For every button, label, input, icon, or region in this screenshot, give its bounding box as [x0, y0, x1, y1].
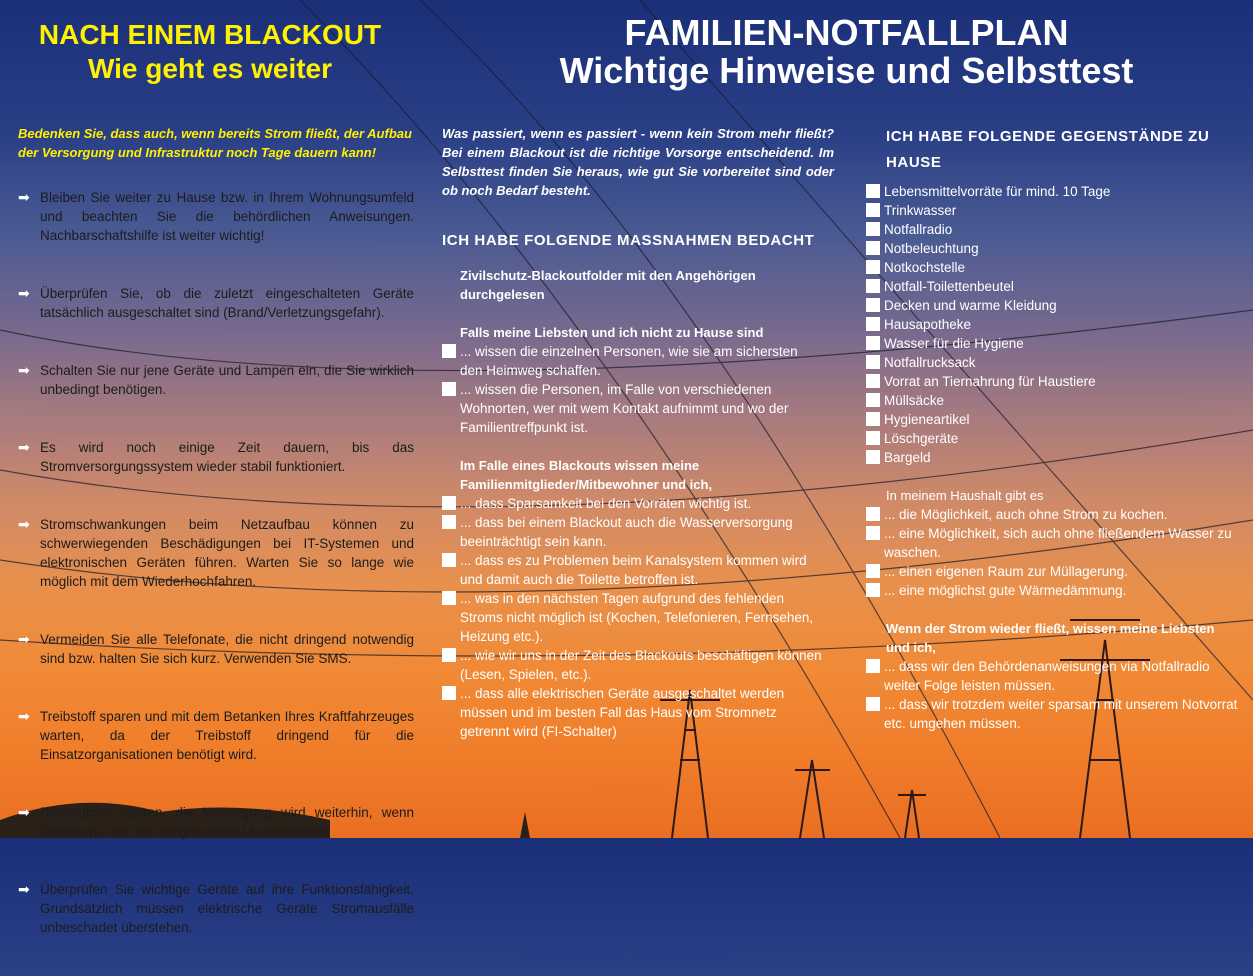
checkbox[interactable] [866, 317, 880, 331]
checkbox[interactable] [442, 591, 456, 605]
measures-section [442, 228, 822, 741]
arrow-right-icon: ➡ [18, 362, 30, 378]
left-title-line1: NACH EINEM BLACKOUT [38, 19, 382, 50]
checklist-item[interactable]: Notfall-Toilettenbeutel [866, 277, 1238, 296]
checklist-item[interactable]: Decken und warme Kleidung [866, 296, 1238, 315]
checkbox[interactable] [442, 496, 456, 510]
left-title [0, 18, 420, 86]
arrow-right-icon: ➡ [18, 804, 30, 820]
arrow-right-icon: ➡ [18, 631, 30, 647]
checkbox[interactable] [442, 686, 456, 700]
away-subheading: Falls meine Liebsten und ich nicht zu Hause sind [460, 325, 764, 340]
list-item: ➡ Bleiben Sie weiter zu Hause bzw. in Ihrem Wohnungsumfeld und beachten Sie die behördlichen Anweisungen. Nachbarschaftshilfe ist weiter wichtig! [18, 189, 414, 243]
page-title-line2: Wichtige Hinweise und Selbsttest [559, 50, 1134, 91]
checklist-item[interactable]: ... dass wir trotzdem weiter sparsam mit unserem Notvorrat etc. umgehen müssen. [866, 695, 1238, 733]
checklist-item[interactable]: ... eine möglichst gute Wärmedämmung. [866, 581, 1238, 600]
page-title [440, 14, 1253, 90]
checkbox[interactable] [866, 507, 880, 521]
list-item: ➡ Vermeiden Sie alle Telefonate, die nicht dringend notwendig sind bzw. halten Sie sich kurz. Verwenden Sie SMS. [18, 631, 414, 666]
checklist-item[interactable]: Vorrat an Tiernahrung für Haustiere [866, 372, 1238, 391]
list-item: ➡ Überprüfen Sie, ob die zuletzt eingeschalteten Geräte tatsächlich ausgeschaltet sind (Brand/Verletzungsgefahr). [18, 285, 414, 320]
checkbox[interactable] [866, 450, 880, 464]
checkbox[interactable] [866, 336, 880, 350]
middle-intro: Was passiert, wenn es passiert - wenn kein Strom mehr fließt? Bei einem Blackout ist die richtige Vorsorge entscheidend. Im Selbsttest finden Sie heraus, wie gut Sie vorbereitet sind oder ob noch Bedarf besteht. [442, 126, 834, 198]
checklist-item[interactable]: ... die Möglichkeit, auch ohne Strom zu kochen. [866, 505, 1238, 524]
household-subheading: In meinem Haushalt gibt es [886, 488, 1044, 503]
list-item: ➡ Treibstoff sparen und mit dem Betanken Ihres Kraftfahrzeuges warten, da der Treibstoff dringend für die Einsatzorganisationen benötigt wird. [18, 708, 414, 762]
checklist-item[interactable]: ... was in den nächsten Tagen aufgrund des fehlenden Stroms nicht möglich ist (Kochen, Telefonieren, Fernsehen, Heizung etc.). [442, 589, 822, 646]
page-title-line1: FAMILIEN-NOTFALLPLAN [624, 12, 1069, 53]
checklist-item[interactable]: ... eine Möglichkeit, sich auch ohne fließendem Wasser zu waschen. [866, 524, 1238, 562]
list-item: ➡ Schalten Sie nur jene Geräte und Lampen ein, die Sie wirklich unbedingt benötigen. [18, 362, 414, 397]
items-heading: ICH HABE FOLGENDE GEGENSTÄNDE ZU HAUSE [886, 128, 1210, 171]
checklist-item[interactable]: ... dass alle elektrischen Geräte ausgeschaltet werden müssen und im besten Fall das Haus vom Stromnetz getrennt wird (FI-Schalter) [442, 684, 822, 741]
checkbox[interactable] [866, 393, 880, 407]
checkbox[interactable] [442, 553, 456, 567]
checklist-item[interactable]: Notfallradio [866, 220, 1238, 239]
checklist-item[interactable]: ... dass Sparsamkeit bei den Vorräten wichtig ist. [442, 494, 822, 513]
list-item: ➡ Stromschwankungen beim Netzaufbau können zu schwerwiegenden Beschädigungen bei IT-Systemen und elektronischen Geräten führen. Warten Sie so lange wie möglich mit dem Wiederhochfahren. [18, 516, 414, 589]
checklist-item[interactable]: Notbeleuchtung [866, 239, 1238, 258]
checkbox[interactable] [866, 260, 880, 274]
items-section [866, 124, 1238, 733]
arrow-right-icon: ➡ [18, 189, 30, 205]
checkbox[interactable] [866, 279, 880, 293]
checkbox[interactable] [866, 697, 880, 711]
checklist-item[interactable]: ... dass es zu Problemen beim Kanalsystem kommen wird und damit auch die Toilette betroffen ist. [442, 551, 822, 589]
checklist-item[interactable]: ... wie wir uns in der Zeit des Blackouts beschäftigen können (Lesen, Spielen, etc.). [442, 646, 822, 684]
list-item: ➡ Ressourcen sparen, die Versorgung wird weiterhin, wenn überhaupt, nur sehr eingeschränkt funktionieren. [18, 804, 414, 839]
checklist-item[interactable]: Notkochstelle [866, 258, 1238, 277]
arrow-right-icon: ➡ [18, 516, 30, 532]
left-intro: Bedenken Sie, dass auch, wenn bereits Strom fließt, der Aufbau der Versorgung und Infrastruktur noch Tage dauern kann! [18, 126, 412, 160]
checklist-item[interactable]: Hausapotheke [866, 315, 1238, 334]
checklist-item[interactable]: ... einen eigenen Raum zur Müllagerung. [866, 562, 1238, 581]
arrow-right-icon: ➡ [18, 439, 30, 455]
checkbox[interactable] [866, 564, 880, 578]
arrow-right-icon: ➡ [18, 708, 30, 724]
checklist-item[interactable]: ... dass bei einem Blackout auch die Wasserversorgung beeinträchtigt sein kann. [442, 513, 822, 551]
checkbox[interactable] [866, 583, 880, 597]
checkbox[interactable] [866, 526, 880, 540]
checkbox[interactable] [866, 184, 880, 198]
checkbox[interactable] [866, 412, 880, 426]
checklist-item[interactable]: Hygieneartikel [866, 410, 1238, 429]
checkbox[interactable] [442, 648, 456, 662]
checkbox[interactable] [866, 298, 880, 312]
checklist-item[interactable]: ... wissen die einzelnen Personen, wie sie am sichersten den Heimweg schaffen. [442, 342, 822, 380]
folder-item: Zivilschutz-Blackoutfolder mit den Angehörigen durchgelesen [460, 268, 756, 302]
checkbox[interactable] [866, 241, 880, 255]
arrow-right-icon: ➡ [18, 285, 30, 301]
blackout-subheading: Im Falle eines Blackouts wissen meine Familienmitglieder/Mitbewohner und ich, [460, 458, 713, 492]
checkbox[interactable] [442, 344, 456, 358]
checklist-item[interactable]: Notfallrucksack [866, 353, 1238, 372]
checkbox[interactable] [866, 222, 880, 236]
checkbox[interactable] [866, 203, 880, 217]
checkbox[interactable] [866, 355, 880, 369]
checkbox[interactable] [866, 659, 880, 673]
checklist-item[interactable]: Müllsäcke [866, 391, 1238, 410]
left-title-line2: Wie geht es weiter [87, 53, 333, 84]
checkbox[interactable] [866, 431, 880, 445]
measures-heading: ICH HABE FOLGENDE MASSNAHMEN BEDACHT [442, 232, 815, 249]
left-bullet-list [18, 188, 414, 976]
checklist-item[interactable]: Lebensmittelvorräte für mind. 10 Tage [866, 182, 1238, 201]
checkbox[interactable] [442, 382, 456, 396]
arrow-right-icon: ➡ [18, 881, 30, 897]
checklist-item[interactable]: Bargeld [866, 448, 1238, 467]
list-item: ➡ Es wird noch einige Zeit dauern, bis das Stromversorgungssystem wieder stabil funktioniert. [18, 439, 414, 474]
power-back-subheading: Wenn der Strom wieder fließt, wissen meine Liebsten und ich, [886, 621, 1215, 655]
checklist-item[interactable]: ... wissen die Personen, im Falle von verschiedenen Wohnorten, wer mit wem Kontakt aufnimmt und wo der Familientreffpunkt ist. [442, 380, 822, 437]
checkbox[interactable] [866, 374, 880, 388]
checkbox[interactable] [442, 515, 456, 529]
checklist-item[interactable]: Wasser für die Hygiene [866, 334, 1238, 353]
checklist-item[interactable]: Löschgeräte [866, 429, 1238, 448]
checklist-item[interactable]: ... dass wir den Behördenanweisungen via Notfallradio weiter Folge leisten müssen. [866, 657, 1238, 695]
checklist-item[interactable]: Trinkwasser [866, 201, 1238, 220]
list-item: ➡ Überprüfen Sie wichtige Geräte auf ihre Funktionsfähigkeit. Grundsätzlich müssen elektrische Geräte Stromausfälle unbeschadet überstehen. [18, 881, 414, 935]
